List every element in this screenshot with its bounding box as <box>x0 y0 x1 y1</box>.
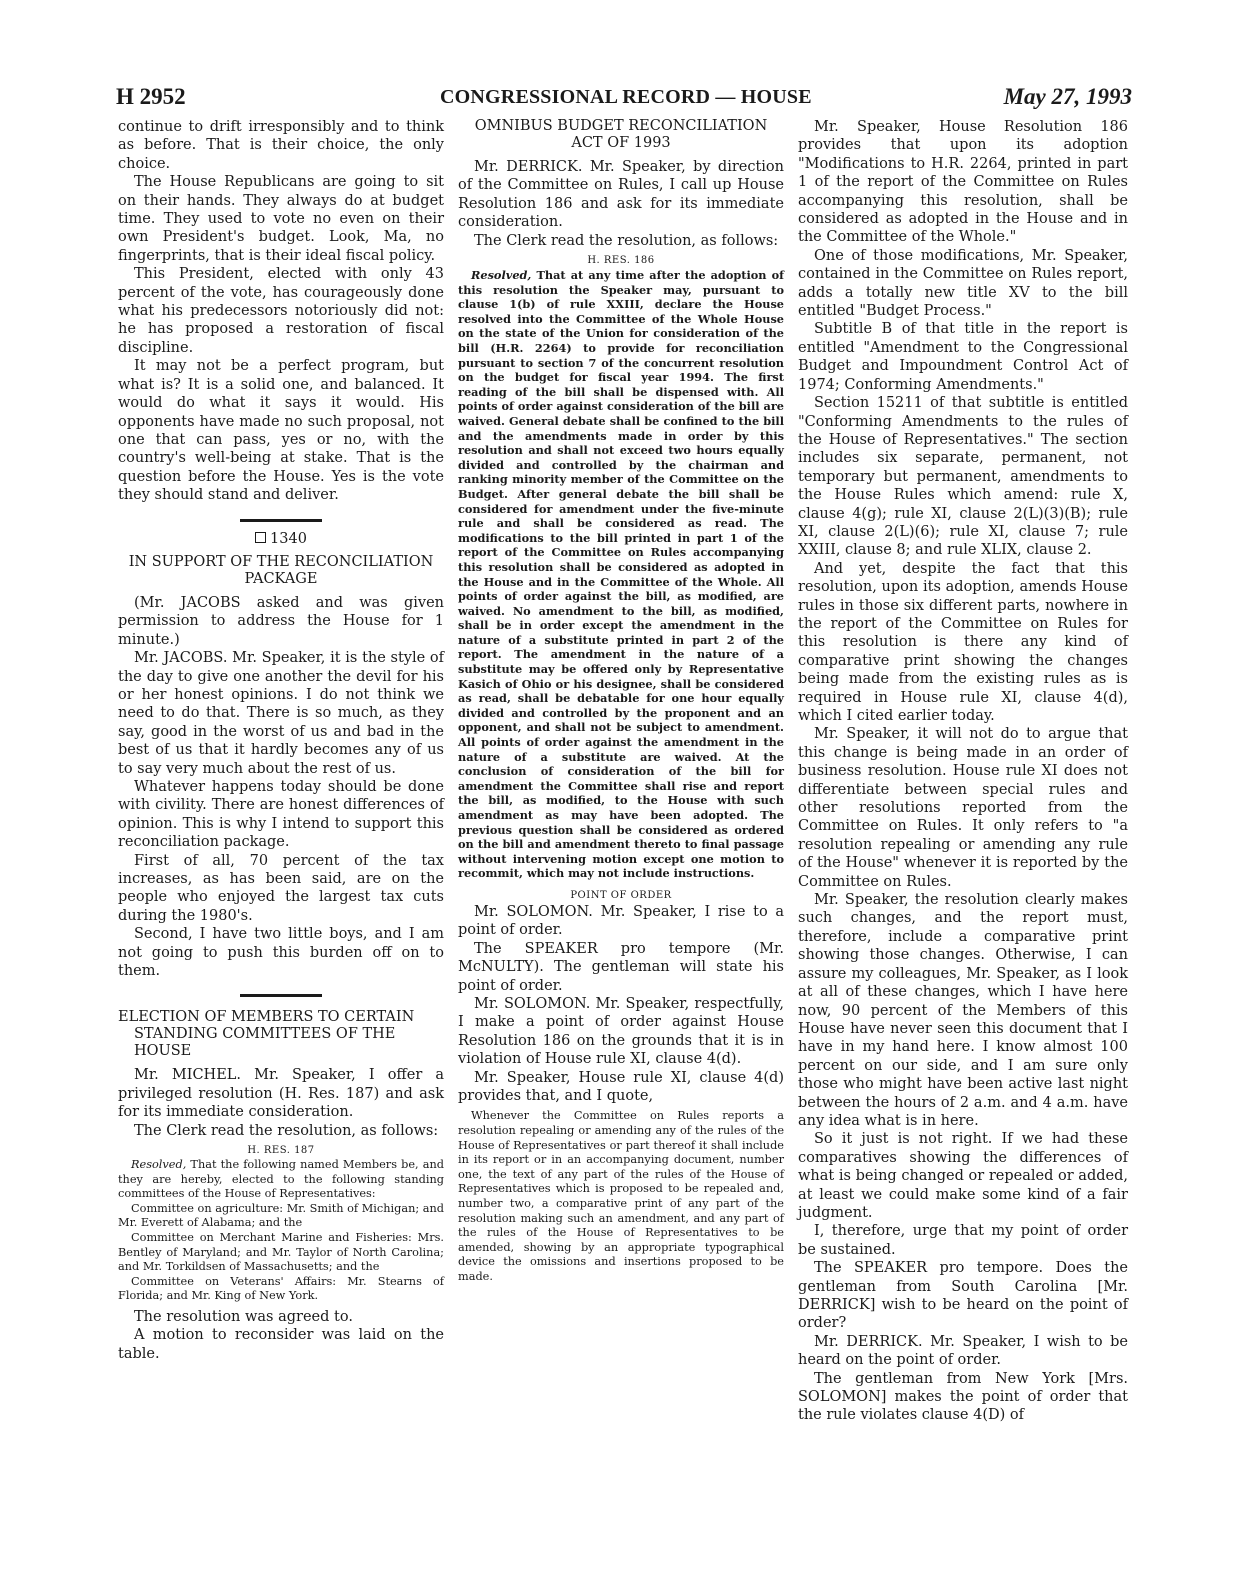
resolution-item: Committee on Veterans' Affairs: Mr. Stearns of Florida; and Mr. King of New York. <box>118 1274 444 1303</box>
resolution-label: H. RES. 186 <box>587 255 655 267</box>
paragraph: First of all, 70 percent of the tax increases, as has been said, are on the people who enjoyed the largest tax cuts during the 1980's. <box>118 852 444 924</box>
block-quote: Whenever the Committee on Rules reports a resolution repealing or amending any of the rules of the House of Representatives or part thereof it shall include in its report or in an accompanying document, number one, the text of any part of the rules of the House of Representatives which is proposed to be repealed and, number two, a comparative print of any part of the resolution making such an amendment, and any part of the rules of the House of Representatives to be amended, showing by an appropriate typographical device the omissions and insertions proposed to be made. <box>458 1109 784 1283</box>
time-marker <box>118 530 444 548</box>
paragraph: The Clerk read the resolution, as follows: <box>474 232 779 249</box>
paragraph: Mr. DERRICK. Mr. Speaker, I wish to be heard on the point of order. <box>798 1333 1128 1369</box>
paragraph: The SPEAKER pro tempore (Mr. McNULTY). The gentleman will state his point of order. <box>458 940 784 994</box>
column-3 <box>798 118 1128 1425</box>
paragraph: I, therefore, urge that my point of order be sustained. <box>798 1223 1128 1258</box>
paragraph: Mr. Speaker, House Resolution 186 provides that upon its adoption "Modifications to H.R. 2264, printed in part 1 of the report of the Committee on Rules accompanying this resolution, shall be considered as adopted in the House and in the Committee of the Whole." <box>798 119 1128 246</box>
section-heading: OMNIBUS BUDGET RECONCILIATION ACT OF 1993 <box>474 118 768 151</box>
paragraph: Mr. Speaker, House rule XI, clause 4(d) provides that, and I quote, <box>458 1069 784 1105</box>
issue-date: May 27, 1993 <box>1003 84 1132 109</box>
paragraph: Mr. DERRICK. Mr. Speaker, by direction of the Committee on Rules, I call up House Resolution 186 and ask for its immediate consideration. <box>458 159 784 231</box>
paragraph: Mr. MICHEL. Mr. Speaker, I offer a privileged resolution (H. Res. 187) and ask for its immediate consideration. <box>118 1067 444 1121</box>
resolution-item: Committee on agriculture: Mr. Smith of Michigan; and Mr. Everett of Alabama; and the <box>118 1201 444 1230</box>
paragraph: A motion to reconsider was laid on the table. <box>118 1327 444 1362</box>
paragraph: Subtitle B of that title in the report is entitled "Amendment to the Congressional Budget and Impoundment Control Act of 1974; Conforming Amendments." <box>798 321 1128 393</box>
paragraph: The House Republicans are going to sit on their hands. They always do at budget time. They used to vote no even on their own President's budget. Look, Ma, no fingerprints, that is their ideal fiscal policy. <box>118 174 444 264</box>
paragraph: (Mr. JACOBS asked and was given permission to address the House for 1 minute.) <box>118 594 444 648</box>
paragraph: continue to drift irresponsibly and to think as before. That is their choice, the only choice. <box>118 119 444 172</box>
section-divider <box>240 519 322 522</box>
paragraph: And yet, despite the fact that this resolution, upon its adoption, amends House rules in those six different parts, nowhere in the report of the Committee on Rules for this resolution is there any kind of comparative print showing the changes being made from the existing rules as is required in House rule XI, clause 4(d), which I cited earlier today. <box>798 560 1128 724</box>
resolution-body: That the following named Members be, and they are hereby, elected to the following standing committees of the House of Representatives: <box>118 1158 444 1201</box>
page-header <box>0 82 1250 118</box>
paragraph: Mr. SOLOMON. Mr. Speaker, respectfully, I make a point of order against House Resolution 186 on the grounds that it is in violation of House rule XI, clause 4(d). <box>458 996 784 1068</box>
paragraph: The Clerk read the resolution, as follows: <box>134 1122 439 1139</box>
resolved-word: Resolved, <box>131 1158 187 1172</box>
time-marker-text: 1340 <box>270 530 307 547</box>
paragraph: Second, I have two little boys, and I am not going to push this burden off on to them. <box>118 926 444 980</box>
paragraph: The resolution was agreed to. <box>134 1309 353 1326</box>
section-heading: IN SUPPORT OF THE RECONCILIATION PACKAGE <box>128 553 434 587</box>
paragraph: Mr. JACOBS. Mr. Speaker, it is the style of the day to give one another the devil for his or her honest opinions. I do not think we need to do that. There is so much, as they say, good in the worst of us and bad in the best of us that it hardly becomes any of us to say very much about the rest of us. <box>118 650 444 777</box>
subsection-heading: POINT OF ORDER <box>570 889 672 901</box>
section-heading: ELECTION OF MEMBERS TO CERTAIN STANDING COMMITTEES OF THE HOUSE <box>118 1009 415 1060</box>
column-1 <box>118 118 444 1363</box>
column-2 <box>458 118 784 1285</box>
paragraph: Mr. SOLOMON. Mr. Speaker, I rise to a point of order. <box>458 903 784 939</box>
paragraph: One of those modifications, Mr. Speaker, contained in the Committee on Rules report, adds a totally new title XV to the bill entitled "Budget Process." <box>798 247 1128 320</box>
page-number: H 2952 <box>116 84 186 109</box>
section-divider <box>240 994 322 997</box>
paragraph: It may not be a perfect program, but what is? It is a solid one, and balanced. It would do what it says it would. His opponents have made no such proposal, not one that can pass, yes or no, with the country's well-being at stake. That is the question before the House. Yes is the vote they should stand and deliver. <box>118 358 444 504</box>
resolution-label: H. RES. 187 <box>247 1145 315 1157</box>
resolution-body: That at any time after the adoption of this resolution the Speaker may, pursuant to clause 1(b) of rule XXIII, declare the House resolved into the Committee of the Whole House on the state of the Union for consideration of the bill (H.R. 2264) to provide for reconciliation pursuant to section 7 of the concurrent resolution on the budget for fiscal year 1994. The first reading of the bill shall be dispensed with. All points of order against consideration of the bill are waived. General debate shall be confined to the bill and the amendments made in order by this resolution and shall not exceed two hours equally divided and controlled by the chairman and ranking minority member of the Committee on the Budget. After general debate the bill shall be considered for amendment under the five-minute rule and shall be considered as read. The modifications to the bill printed in part 1 of the report of the Committee on Rules accompanying this resolution shall be considered as adopted in the House and in the Committee of the Whole. All points of order against the bill, as modified, are waived. No amendment to the bill, as modified, shall be in order except the amendment in the nature of a substitute printed in part 2 of the report. The amendment in the nature of a substitute may be offered only by Representative Kasich of Ohio or his designee, shall be considered as read, shall be debatable for one hour equally divided and controlled by the proponent and an opponent, and shall not be subject to amendment. All points of order against the amendment in the nature of a substitute are waived. At the conclusion of consideration of the bill for amendment the Committee shall rise and report the bill, as modified, to the House with such amendment as may have been adopted. The previous question shall be considered as ordered on the bill and amendment thereto to final passage without intervening motion except one motion to recommit, which may not include instructions. <box>458 268 784 881</box>
paragraph: The gentleman from New York [Mrs. SOLOMON] makes the point of order that the rule violates clause 4(D) of <box>798 1370 1128 1424</box>
paragraph: Whatever happens today should be done with civility. There are honest differences of opinion. This is why I intend to support this reconciliation package. <box>118 779 444 851</box>
paragraph: Section 15211 of that subtitle is entitled "Conforming Amendments to the rules of the House of Representatives." The section includes six separate, permanent, not temporary but permanent, amendments to the House Rules which amend: rule X, clause 4(g); rule XI, clause 2(L)(3)(B); rule XI, clause 2(L)(6); rule XI, clause 7; rule XXIII, clause 8; and rule XLIX, clause 2. <box>798 395 1128 559</box>
paragraph: Mr. Speaker, the resolution clearly makes such changes, and the report must, therefore, include a comparative print showing those changes. Otherwise, I can assure my colleagues, Mr. Speaker, as I look at all of these changes, which I have here now, 90 percent of the Members of this House have never seen this document that I have in my hand here. I know almost 100 percent on our side, and I am sure only those who might have been active last night between the hours of 2 a.m. and 4 a.m. have any idea what is in here. <box>798 892 1128 1129</box>
paragraph: So it just is not right. If we had these comparatives showing the differences of what is being changed or repealed or added, at least we could make some kind of a fair judgment. <box>798 1131 1128 1221</box>
square-bullet-icon <box>255 532 266 543</box>
resolved-word: Resolved, <box>471 268 532 283</box>
paragraph: This President, elected with only 43 percent of the vote, has courageously done what his predecessors notoriously did not: he has proposed a restoration of fiscal discipline. <box>118 266 444 356</box>
publication-title: CONGRESSIONAL RECORD — HOUSE <box>440 86 812 108</box>
paragraph: The SPEAKER pro tempore. Does the gentleman from South Carolina [Mr. DERRICK] wish to be heard on the point of order? <box>798 1260 1128 1332</box>
resolution-text <box>458 268 784 881</box>
paragraph: Mr. Speaker, it will not do to argue that this change is being made in an order of business resolution. House rule XI does not differentiate between special rules and other resolutions reported from the Committee on Rules. It only refers to "a resolution repealing or amending any rule of the House" whenever it is reported by the Committee on Rules. <box>798 726 1128 890</box>
resolution-item: Committee on Merchant Marine and Fisheries: Mrs. Bentley of Maryland; and Mr. Taylor of North Carolina; and Mr. Torkildsen of Massachusetts; and the <box>118 1231 444 1274</box>
resolution-text <box>118 1158 444 1202</box>
